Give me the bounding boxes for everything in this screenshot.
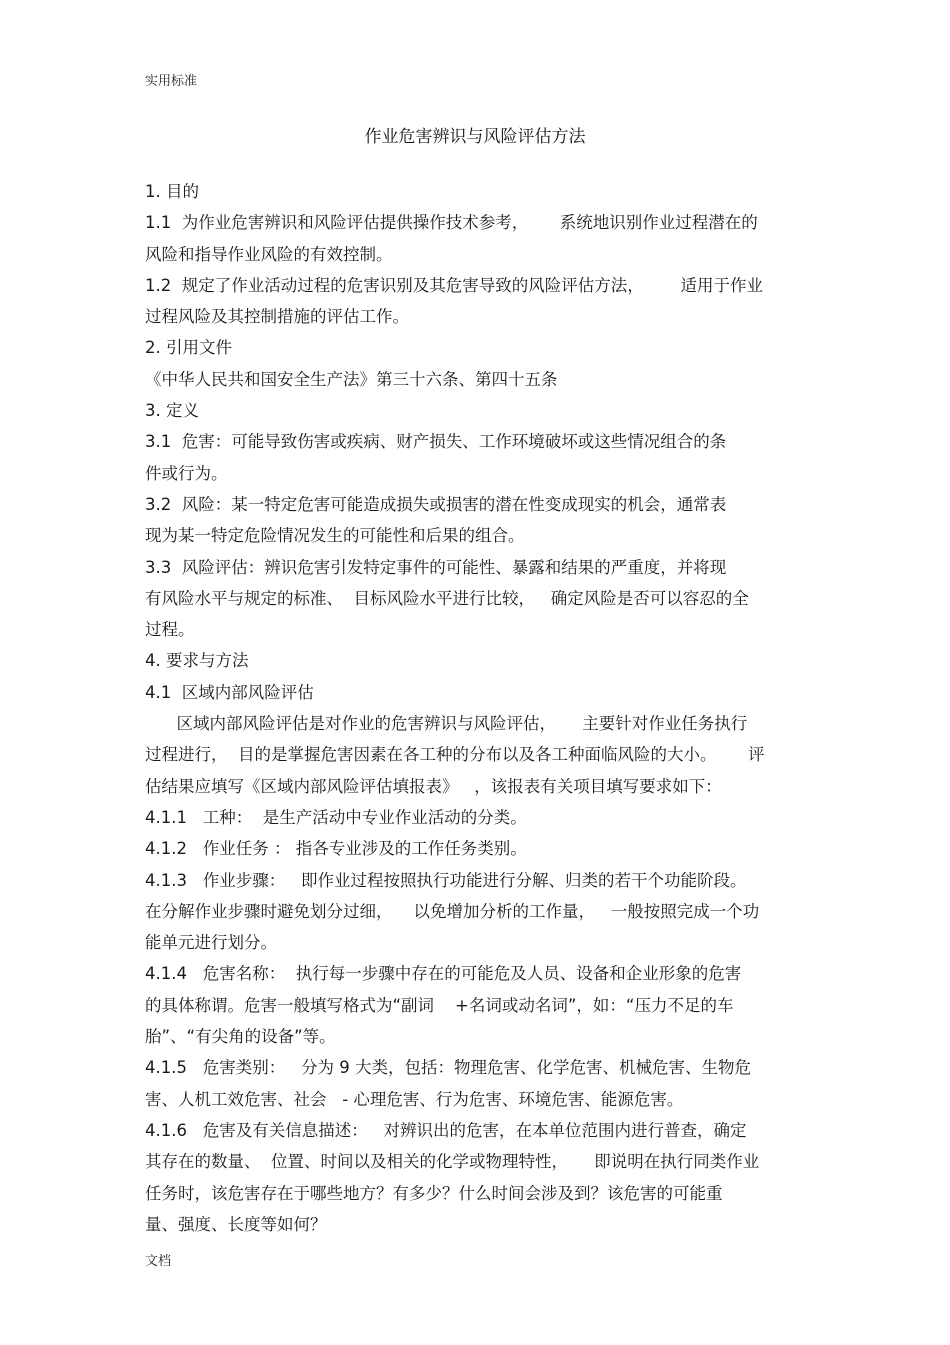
paragraph-line: 件或行为。 xyxy=(145,463,228,483)
section-heading: 1. 目的 xyxy=(145,182,199,201)
paragraph-line: 区域内部风险评估是对作业的危害辨识与风险评估， 主要针对作业任务执行 xyxy=(145,714,748,734)
page-footer: 文档 xyxy=(145,1254,172,1269)
paragraph-line: 估结果应填写《区域内部风险评估填报表》 ，该报表有关项目填写要求如下： xyxy=(145,776,722,796)
paragraph-line: 3.3 风险评估：辨识危害引发特定事件的可能性、暴露和结果的严重度，并将现 xyxy=(145,557,727,577)
paragraph-line: 有风险水平与规定的标准、 目标风险水平进行比较， 确定风险是否可以容忍的全 xyxy=(145,588,749,608)
paragraph-line: 过程进行， 目的是掌握危害因素在各工种的分布以及各工种面临风险的大小。 评 xyxy=(145,745,765,765)
paragraph-line: 在分解作业步骤时避免划分过细， 以免增加分析的工作量， 一般按照完成一个功 xyxy=(145,901,760,921)
paragraph-line: 任务时，该危害存在于哪些地方？有多少？什么时间会涉及到？该危害的可能重 xyxy=(145,1183,723,1203)
paragraph-line: 3.1 危害：可能导致伤害或疾病、财产损失、工作环境破坏或这些情况组合的条 xyxy=(145,432,727,452)
page-header: 实用标准 xyxy=(145,74,198,89)
paragraph-line: 1.1 为作业危害辨识和风险评估提供操作技术参考， 系统地识别作业过程潜在的 xyxy=(145,213,758,233)
paragraph-line: 过程风险及其控制措施的评估工作。 xyxy=(145,307,409,327)
document-body xyxy=(145,176,810,1240)
paragraph-line: 1.2 规定了作业活动过程的危害识别及其危害导致的风险评估方法， 适用于作业 xyxy=(145,275,763,295)
section-heading: 4. 要求与方法 xyxy=(145,651,249,671)
paragraph-line: 其存在的数量、 位置、时间以及相关的化学或物理特性， 即说明在执行同类作业 xyxy=(145,1152,760,1172)
paragraph-line: 胎”、“有尖角的设备”等。 xyxy=(145,1027,336,1047)
paragraph-line: 《中华人民共和国安全生产法》第三十六条、第四十五条 xyxy=(145,369,558,389)
section-heading: 3. 定义 xyxy=(145,401,199,421)
paragraph-line: 4.1.1 工种： 是生产活动中专业作业活动的分类。 xyxy=(145,807,527,827)
paragraph-line: 4.1.5 危害类别： 分为 9 大类，包括：物理危害、化学危害、机械危害、生物危 xyxy=(145,1058,751,1078)
paragraph-line: 现为某一特定危险情况发生的可能性和后果的组合。 xyxy=(145,526,525,546)
paragraph-line: 能单元进行划分。 xyxy=(145,933,277,953)
paragraph-line: 量、强度、长度等如何？ xyxy=(145,1214,327,1234)
paragraph-line: 4.1.3 作业步骤： 即作业过程按照执行功能进行分解、归类的若干个功能阶段。 xyxy=(145,870,747,890)
paragraph-line: 4.1.4 危害名称： 执行每一步骤中存在的可能危及人员、设备和企业形象的危害 xyxy=(145,964,742,984)
paragraph-line: 过程。 xyxy=(145,620,195,640)
paragraph-line: 4.1.6 危害及有关信息描述： 对辨识出的危害，在本单位范围内进行普查，确定 xyxy=(145,1120,747,1140)
document-title: 作业危害辨识与风险评估方法 xyxy=(364,127,586,147)
paragraph-line: 风险和指导作业风险的有效控制。 xyxy=(145,244,393,264)
section-heading: 2. 引用文件 xyxy=(145,338,232,358)
paragraph-line: 4.1.2 作业任务 ： 指各专业涉及的工作任务类别。 xyxy=(145,839,527,859)
paragraph-line: 的具体称谓。危害一般填写格式为“副词 +名词或动名词”，如：“压力不足的车 xyxy=(145,995,734,1015)
paragraph-line: 害、人机工效危害、社会 - 心理危害、行为危害、环境危害、能源危害。 xyxy=(145,1089,684,1109)
paragraph-line: 3.2 风险：某一特定危害可能造成损失或损害的潜在性变成现实的机会，通常表 xyxy=(145,494,727,514)
subsection-heading: 4.1 区域内部风险评估 xyxy=(145,682,314,702)
